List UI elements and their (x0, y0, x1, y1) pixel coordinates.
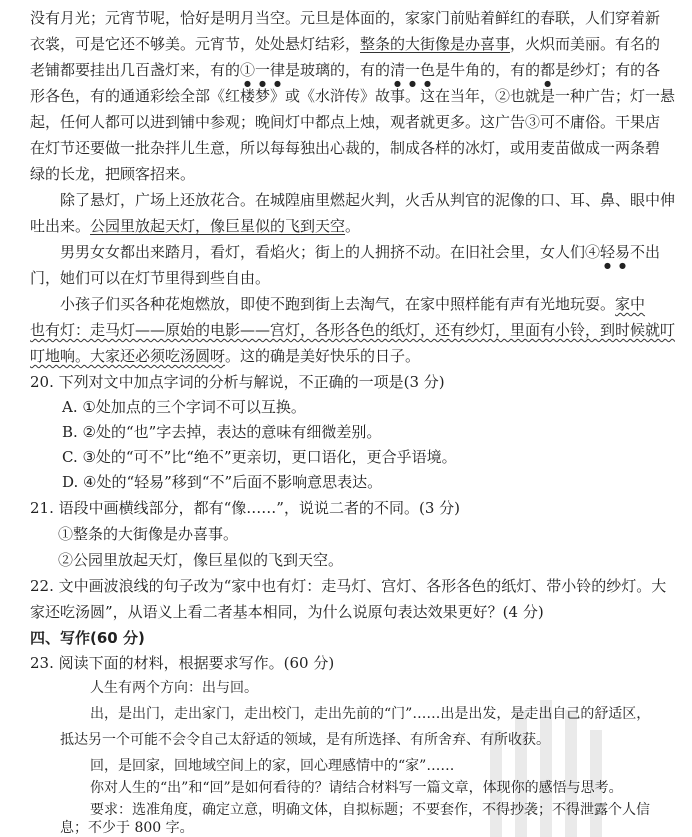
text: 老铺都要挂出几百盏灯来，有的 (30, 61, 241, 79)
dotted-word: ①一律 (240, 61, 286, 79)
dotted-word: 清一色 (390, 61, 436, 79)
question-21-item (58, 550, 658, 570)
text: 没有月光；元宵节呢，恰好是明月当空。元旦是体面的，家家门前贴着鲜红的春联，人们穿着新 (30, 9, 661, 27)
section-title (30, 628, 670, 648)
text: 是玻璃的，有的 (285, 61, 391, 79)
material-text: 息；不少于 800 字。 (60, 820, 194, 836)
question-text: 22. 文中画波浪线的句子改为“家中也有灯：走马灯、宫灯、各形各色的纸灯、带小铃的纱灯。大 (30, 577, 667, 595)
material-text: 回，是回家，回地域空间上的家，回心理感情中的“家”…… (90, 758, 455, 774)
text: 。 (345, 217, 361, 235)
text: 衣裳，可是它还不够美。元宵节，处处悬灯结彩， (30, 35, 361, 53)
text: 是牛角的，有的 (435, 61, 541, 79)
option-a (62, 397, 662, 417)
text: 小孩子们买各种花炮燃放，即使不跑到街上去淘气，在家中照样能有声有光地玩耍。 (60, 295, 616, 313)
passage-line (60, 294, 670, 314)
text: 门，她们可以在灯节里得到些自由。 (30, 269, 271, 287)
passage-line (30, 60, 670, 88)
underlined-sentence: 整条的大街像是办喜事 (360, 35, 511, 53)
material-text: 出，是出门，走出家门，走出校门，走出先前的“门”……出是出发，是走出自己的舒适区， (90, 706, 651, 722)
underlined-sentence: 公园里放起天灯，像巨星似的飞到天空 (90, 217, 346, 235)
text: 。这的确是美好快乐的日子。 (225, 347, 421, 365)
passage-line (30, 268, 670, 288)
option-d (62, 472, 662, 492)
question-22 (30, 602, 670, 622)
text: 绿的长龙，把顾客招来。 (30, 165, 196, 183)
text: 在灯节还要做一批杂拌儿生意，所以每每独出心裁的，制成各样的冰灯，或用麦苗做成一两条碧 (30, 139, 661, 157)
text: 男男女女都出来踏月，看灯，看焰火；街上的人拥挤不动。在旧社会里，女人们④ (60, 243, 601, 261)
item-text: ①整条的大街像是办喜事。 (58, 525, 239, 543)
passage-line (30, 86, 676, 106)
passage-line (30, 138, 670, 158)
question-21-item (58, 524, 658, 544)
section-title-text: 四、写作(60 分) (30, 629, 145, 647)
passage-line (60, 242, 670, 270)
text: 除了悬灯，广场上还放花合。在城隍庙里燃起火判，火舌从判官的泥像的口、耳、鼻、眼中伸 (60, 191, 676, 209)
question-text: 21. 语段中画横线部分，都有“像……”，说说二者的不同。(3 分) (30, 499, 460, 517)
passage-line (30, 8, 670, 28)
passage-line (30, 216, 670, 236)
wavy-sentence: 家中 (615, 295, 646, 313)
option-text: C. ③处的“可不”比“绝不”更亲切，更口语化，更合乎语境。 (62, 448, 457, 466)
passage-line (30, 112, 670, 132)
option-text: A. ①处加点的三个字词不可以互换。 (62, 398, 306, 416)
text: 吐出来。 (30, 217, 91, 235)
question-text: 20. 下列对文中加点字词的分析与解说，不正确的一项是(3 分) (30, 373, 445, 391)
text: ，火炽而美丽。有名的 (510, 35, 661, 53)
text: 起，任何人都可以进到铺中参观；晚间灯中都点上烛，观者就更多。这广告③可不庸俗。干果店 (30, 113, 661, 131)
question-20 (30, 372, 670, 392)
material-text: 人生有两个方向：出与回。 (90, 680, 258, 696)
wavy-sentence: 也有灯：走马灯——原始的电影——宫灯，各形各色的纸灯，还有纱灯，里面有小铃，到时候就叮 (30, 321, 676, 339)
option-text: D. ④处的“轻易”移到“不”后面不影响意思表达。 (62, 473, 383, 491)
passage-line (60, 190, 676, 210)
wavy-sentence: 叮地响。大家还必须吃汤圆呀 (30, 347, 226, 365)
dotted-word: 都 (540, 61, 556, 79)
question-22 (30, 576, 670, 596)
material-text: 抵达另一个可能不会令自己太舒适的领域，是有所选择、有所舍弃、有所收获。 (60, 732, 550, 748)
text: 形各色，有的通通彩绘全部《红楼梦》或《水浒传》故事。这在当年，②也就是一种广告；灯一悬 (30, 87, 676, 105)
passage-line (30, 346, 670, 366)
passage-line (30, 34, 670, 54)
material-line (90, 678, 670, 698)
text: 是纱灯；有的各 (555, 61, 661, 79)
option-b (62, 422, 662, 442)
option-text: B. ②处的“也”字去掉，表达的意味有细微差别。 (62, 423, 382, 441)
passage-line (30, 320, 676, 340)
material-text: 你对人生的“出”和“回”是如何看待的？请结合材料写一篇文章，体现你的感悟与思考。 (90, 780, 623, 796)
question-text: 23. 阅读下面的材料，根据要求写作。(60 分) (30, 654, 335, 672)
watermark-logo (470, 700, 620, 837)
question-21 (30, 498, 670, 518)
text: 不出 (630, 243, 661, 261)
passage-line (30, 164, 670, 184)
item-text: ②公园里放起天灯，像巨星似的飞到天空。 (58, 551, 344, 569)
option-c (62, 447, 662, 467)
material-text: 要求：选准角度，确定立意，明确文体，自拟标题；不要套作，不得抄袭；不得泄露个人信 (90, 802, 650, 818)
question-23 (30, 653, 670, 673)
dotted-word: 轻易 (600, 243, 631, 261)
question-text: 家还吃汤圆”，从语义上看二者基本相同，为什么说原句表达效果更好？(4 分) (30, 603, 544, 621)
